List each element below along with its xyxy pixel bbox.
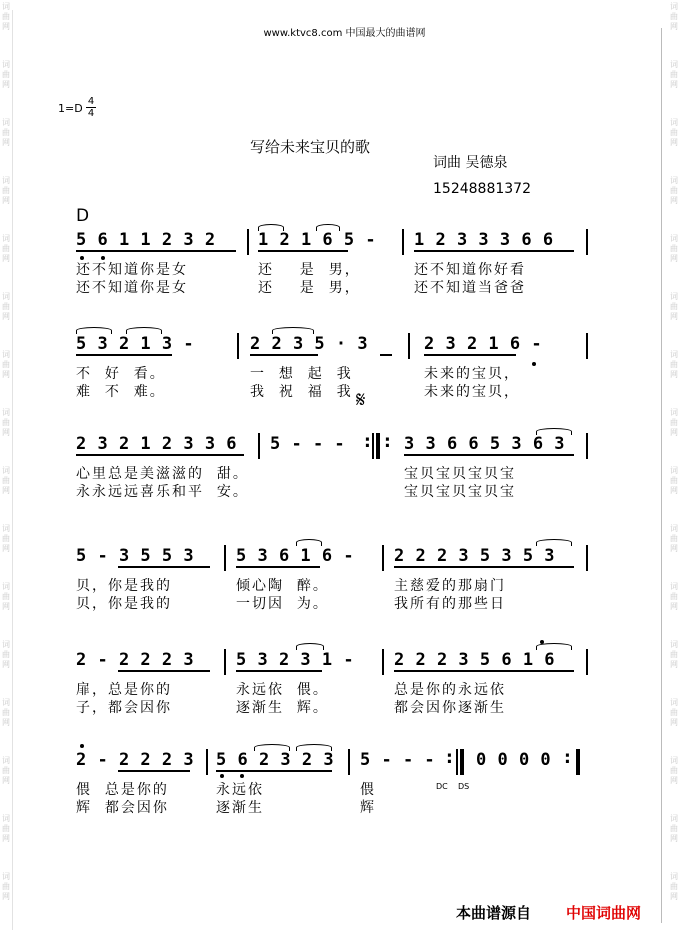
margin-watermark: 词 曲 网 (670, 814, 678, 843)
row5-lyric1-c: 总是你的永远依 (394, 682, 506, 698)
repeat-dots: : (384, 432, 391, 452)
row6-bar2-notes: 5 6 2 3 2 3 (216, 750, 335, 770)
underline (424, 354, 516, 356)
margin-watermark: 词 曲 网 (670, 350, 678, 379)
margin-watermark: 词 曲 网 (670, 292, 678, 321)
row3-lyric2-a: 永永远远喜乐和平 安。 (76, 484, 249, 500)
underline (118, 670, 210, 672)
song-title: 写给未来宝贝的歌 (249, 138, 370, 156)
margin-watermark: 词 曲 网 (2, 698, 10, 727)
row3-lyric1-c: 宝贝宝贝宝贝宝 (404, 466, 516, 482)
slur (536, 428, 572, 435)
margin-watermark: 词 曲 网 (2, 118, 10, 147)
slur (536, 643, 572, 650)
row1-bar3-notes: 1 2 3 3 3 6 6 (414, 230, 554, 250)
row5-bar1-notes: 2 - 2 2 2 3 (76, 650, 195, 670)
underline (404, 454, 574, 456)
barline (586, 649, 588, 675)
low-dot (240, 774, 244, 778)
row3-bar1-notes: 2 3 2 1 2 3 3 6 (76, 434, 238, 454)
margin-watermark: 词 曲 网 (670, 872, 678, 901)
row5-lyric1-a: 扉，总是你的 (76, 682, 172, 698)
barline (237, 333, 239, 359)
row2-bar1-notes: 5 3 2 1 3 - (76, 334, 195, 354)
row6-lyric1-c: 偎 (360, 782, 376, 798)
row6-lyric1-b: 永远依 (216, 782, 264, 798)
margin-watermark: 词 曲 网 (670, 234, 678, 263)
underline (76, 354, 172, 356)
slur (272, 327, 314, 334)
row1-lyric1-c: 还不知道你好看 (414, 262, 526, 278)
low-dot (80, 256, 84, 260)
barline (224, 649, 226, 675)
margin-watermark: 词 曲 网 (670, 60, 678, 89)
underline (380, 354, 392, 356)
row4-lyric2-b: 一切因 为。 (236, 596, 329, 612)
barline (382, 545, 384, 571)
slur (296, 539, 322, 546)
repeat-dots: : (364, 432, 371, 452)
margin-watermark: 词 曲 网 (670, 176, 678, 205)
margin-watermark: 词 曲 网 (2, 176, 10, 205)
repeat-dots: : (446, 748, 453, 768)
row4-lyric1-a: 贝，你是我的 (76, 578, 172, 594)
margin-watermark: 词 曲 网 (670, 640, 678, 669)
row1-lyric2-b: 还 是 男， (258, 280, 361, 296)
repeat-end-bar (376, 433, 380, 459)
row1-lyric1-b: 还 是 男， (258, 262, 361, 278)
row3-bar2-notes: 5 - - - (270, 434, 346, 454)
slur (316, 224, 340, 231)
row3-bar3-notes: 3 3 6 6 5 3 6 3 (404, 434, 566, 454)
row3-lyric2-c: 宝贝宝贝宝贝宝 (404, 484, 516, 500)
barline (348, 749, 350, 775)
row1-bar2-notes: 1 2 1 6 5 - (258, 230, 377, 250)
repeat-dots: : (564, 748, 571, 768)
row4-bar3-notes: 2 2 2 3 5 3 5 3 (394, 546, 556, 566)
row2-bar3-notes: 2 3 2 1 6 - (424, 334, 543, 354)
margin-watermark: 词 曲 网 (2, 872, 10, 901)
underline (76, 454, 244, 456)
time-denominator: 4 (87, 108, 95, 119)
underline (250, 354, 318, 356)
margin-watermark: 词 曲 网 (2, 234, 10, 263)
barline (408, 333, 410, 359)
margin-watermark: 词 曲 网 (670, 756, 678, 785)
source-label: 本曲谱源自 (456, 904, 532, 922)
row2-lyric2-a: 难 不 难。 (76, 384, 166, 400)
margin-watermark: 词 曲 网 (670, 408, 678, 437)
slur (536, 539, 572, 546)
row5-lyric2-b: 逐渐生 辉。 (236, 700, 329, 716)
underline (414, 250, 574, 252)
margin-watermark: 词 曲 网 (670, 2, 678, 31)
key-signature: 1=D (58, 102, 83, 115)
row5-bar3-notes: 2 2 2 3 5 6 1 6 (394, 650, 556, 670)
right-margin-rule (661, 28, 662, 923)
row6-lyric2-b: 逐渐生 (216, 800, 264, 816)
margin-watermark: 词 曲 网 (670, 582, 678, 611)
barline (402, 229, 404, 255)
row4-lyric2-c: 我所有的那些日 (394, 596, 506, 612)
row4-bar1-notes: 5 - 3 5 5 3 (76, 546, 195, 566)
slur (126, 327, 162, 334)
margin-watermark: 词 曲 网 (2, 524, 10, 553)
final-bar (576, 749, 580, 775)
site-header (0, 24, 689, 39)
barline (372, 433, 374, 459)
row4-lyric1-b: 倾心陶 醉。 (236, 578, 329, 594)
row2-lyric2-c: 未来的宝贝， (424, 384, 520, 400)
margin-watermark: 词 曲 网 (2, 640, 10, 669)
barline (586, 333, 588, 359)
row2-bar2-notes: 2 2 3 5 · 3 (250, 334, 369, 354)
barline (258, 433, 260, 459)
underline (258, 250, 348, 252)
row4-lyric1-c: 主慈爱的那扇门 (394, 578, 506, 594)
row1-lyric2-a: 还不知道你是女 (76, 280, 188, 296)
barline (586, 229, 588, 255)
margin-watermark: 词 曲 网 (2, 2, 10, 31)
row4-bar2-notes: 5 3 6 1 6 - (236, 546, 355, 566)
barline (586, 433, 588, 459)
underline (394, 566, 574, 568)
row2-lyric1-c: 未来的宝贝， (424, 366, 520, 382)
underline (118, 566, 210, 568)
margin-watermark: 词 曲 网 (2, 408, 10, 437)
underline (216, 770, 332, 772)
barline (586, 545, 588, 571)
low-dot (220, 774, 224, 778)
row2-lyric1-b: 一 想 起 我 (250, 366, 353, 382)
row6-bar1-notes: 2 - 2 2 2 3 (76, 750, 195, 770)
low-dot (101, 256, 105, 260)
barline (224, 545, 226, 571)
site-url[interactable]: www.ktvc8.com (263, 28, 343, 39)
row5-lyric2-a: 子，都会因你 (76, 700, 172, 716)
row6-lyric1-a: 偎 总是你的 (76, 782, 169, 798)
dc-marker: DC (436, 782, 448, 791)
row2-lyric1-a: 不 好 看。 (76, 366, 166, 382)
margin-watermark: 词 曲 网 (670, 118, 678, 147)
brand-logo-text[interactable]: 中国词曲网 (566, 904, 642, 922)
barline (382, 649, 384, 675)
low-dot (532, 362, 536, 366)
segno-icon: 𝄋 (356, 388, 366, 413)
ds-marker: DS (458, 782, 470, 791)
margin-watermark: 词 曲 网 (2, 466, 10, 495)
row3-lyric1-a: 心里总是美滋滋的 甜。 (76, 466, 249, 482)
slur (296, 643, 324, 650)
margin-watermark: 词 曲 网 (670, 524, 678, 553)
margin-watermark: 词 曲 网 (670, 698, 678, 727)
barline (206, 749, 208, 775)
row6-lyric2-a: 辉 都会因你 (76, 800, 169, 816)
repeat-end-bar (460, 749, 464, 775)
row2-lyric2-b: 我 祝 福 我 (250, 384, 353, 400)
phone-number: 15248881372 (433, 181, 531, 197)
barline (456, 749, 458, 775)
underline (394, 670, 574, 672)
row5-lyric2-c: 都会因你逐渐生 (394, 700, 506, 716)
row1-lyric2-c: 还不知道当爸爸 (414, 280, 526, 296)
time-signature (86, 96, 96, 119)
row4-lyric2-a: 贝，你是我的 (76, 596, 172, 612)
margin-watermark: 词 曲 网 (670, 466, 678, 495)
time-numerator: 4 (87, 96, 95, 107)
margin-watermark: 词 曲 网 (2, 292, 10, 321)
row6-bar4-notes: 0 0 0 0 (476, 750, 552, 770)
row1-bar1-notes: 5 6 1 1 2 3 2 (76, 230, 216, 250)
credit: 词曲 吴德泉 (433, 155, 508, 171)
margin-watermark: 词 曲 网 (2, 350, 10, 379)
margin-watermark: 词 曲 网 (2, 582, 10, 611)
slur (254, 744, 290, 751)
margin-watermark: 词 曲 网 (2, 814, 10, 843)
slur (296, 744, 332, 751)
underline (236, 670, 322, 672)
high-dot (80, 744, 84, 748)
margin-watermark: 词 曲 网 (2, 60, 10, 89)
row6-lyric2-c: 辉 (360, 800, 376, 816)
key-mark: D (76, 206, 90, 226)
barline (247, 229, 249, 255)
row5-bar2-notes: 5 3 2 3 1 - (236, 650, 355, 670)
underline (236, 566, 320, 568)
row6-bar3-notes: 5 - - - (360, 750, 436, 770)
underline (118, 770, 190, 772)
slur (258, 224, 284, 231)
row5-lyric1-b: 永远依 偎。 (236, 682, 329, 698)
slur (76, 327, 112, 334)
margin-watermark: 词 曲 网 (2, 756, 10, 785)
high-dot (540, 640, 544, 644)
site-caption: 中国最大的曲谱网 (345, 28, 426, 39)
underline (76, 250, 236, 252)
row1-lyric1-a: 还不知道你是女 (76, 262, 188, 278)
